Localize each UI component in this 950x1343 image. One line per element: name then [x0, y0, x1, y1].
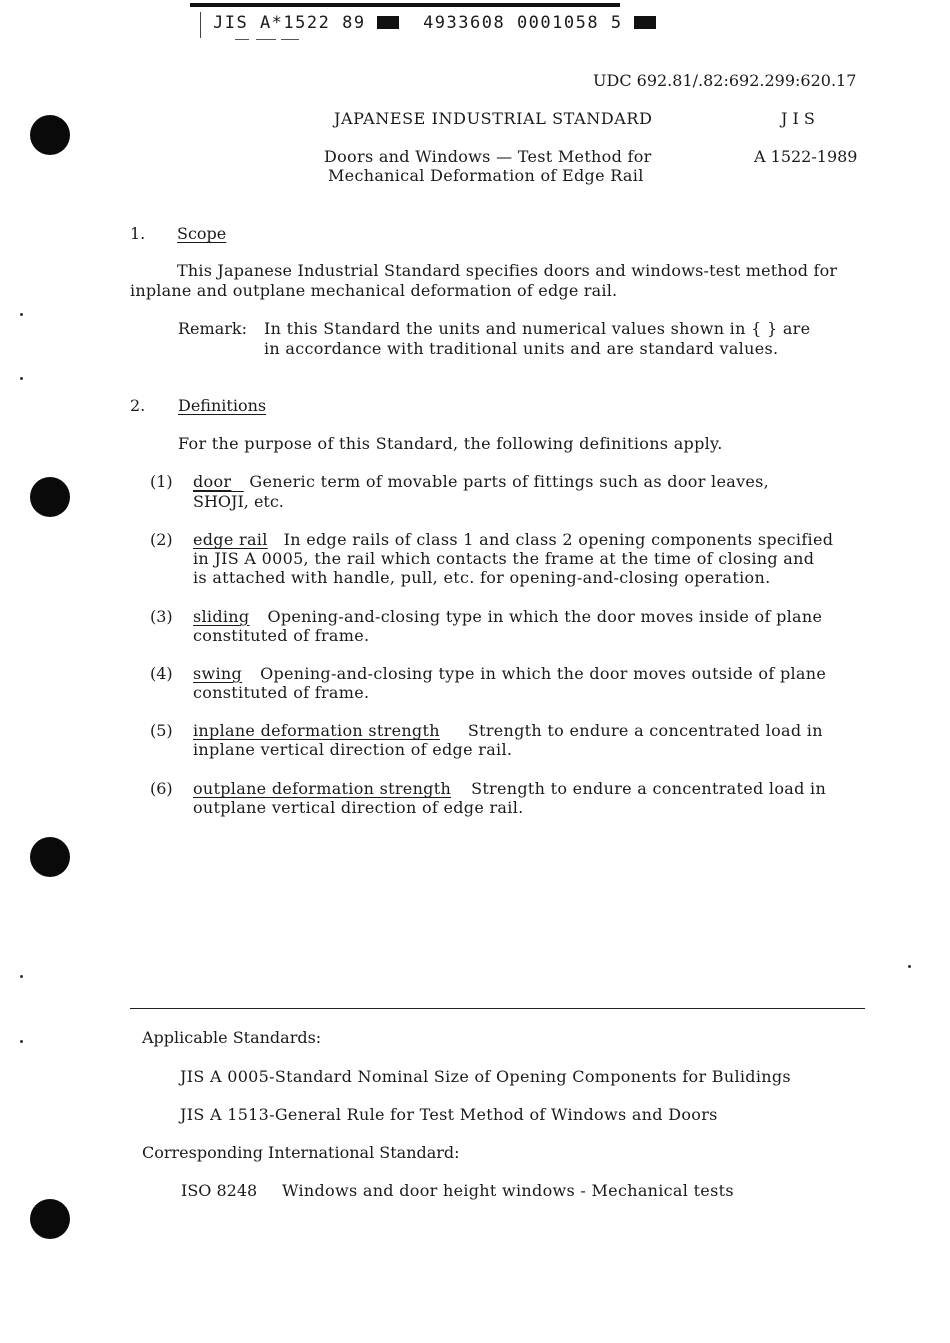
def-4-term: swing [193, 664, 243, 683]
definitions-intro: For the purpose of this Standard, the following definitions apply. [178, 434, 723, 453]
title-line-1: Doors and Windows — Test Method for [324, 147, 652, 166]
def-1-term: door [193, 472, 232, 491]
applicable-label: Applicable Standards: [142, 1028, 322, 1047]
def-1-line-2 [193, 492, 284, 512]
def-6-text: Strength to endure a concentrated load in [471, 779, 827, 798]
remark-line-2: in accordance with traditional units and are standard values. [264, 339, 779, 358]
scope-heading: Scope [177, 224, 227, 243]
def-4-text: Opening-and-closing type in which the door moves outside of plane [260, 664, 827, 683]
header-code-middle: 4933608 0001058 5 [423, 13, 623, 33]
def-3-term: sliding [193, 607, 250, 626]
def-2-line-1 [193, 530, 833, 550]
def-3-line-2: constituted of frame. [193, 626, 370, 645]
def-2-text-2: 0005, the rail which contacts the frame at the time of closing and [256, 549, 815, 568]
speck [20, 377, 23, 380]
udc-code: UDC 692.81/.82:692.299:620.17 [593, 71, 857, 90]
def-1-term-2: SHOJI [193, 492, 244, 511]
definitions-heading: Definitions [178, 396, 267, 415]
def-1-line-1 [193, 472, 769, 492]
standard-number: A 1522-1989 [754, 147, 858, 166]
speck [20, 975, 23, 978]
header-code-left: JIS A*1522 89 [213, 13, 366, 33]
def-4-number: (4) [150, 664, 173, 683]
speck [20, 1040, 23, 1043]
applicable-standard-2: JIS A 1513-General Rule for Test Method of Windows and Doors [180, 1105, 718, 1124]
def-5-number: (5) [150, 721, 173, 740]
header-code [213, 13, 656, 33]
def-1-text: Generic term of movable parts of fittings such as door leaves, [249, 472, 770, 491]
footer-rule [130, 1008, 865, 1009]
iso-title: Windows and door height windows - Mechanical tests [282, 1181, 734, 1200]
speck [908, 965, 911, 968]
def-5-line-2 [193, 740, 512, 760]
punch-hole [30, 1199, 70, 1239]
def-6-number: (6) [150, 779, 173, 798]
jis-mark: J I S [781, 109, 815, 128]
remark-label: Remark: [178, 319, 247, 338]
def-3-text: Opening-and-closing type in which the door moves inside of plane [267, 607, 823, 626]
def-3-number: (3) [150, 607, 173, 626]
scope-line-2: inplane and outplane mechanical deformation of edge rail. [130, 281, 618, 300]
def-6-line-1 [193, 779, 826, 799]
def-2-text: In edge rails of class 1 and class 2 opening components specified [283, 530, 834, 549]
def-5-text-2: edge rail. [426, 740, 513, 759]
standard-org: JAPANESE INDUSTRIAL STANDARD [334, 109, 653, 128]
dash-mark [256, 39, 276, 40]
def-5-text: Strength to endure a concentrated load in [467, 721, 823, 740]
dash-mark [281, 39, 299, 40]
def-2-line-2 [193, 549, 814, 569]
def-6-cont: outplane vertical direction of [193, 798, 439, 817]
def-6-text-2: edge rail. [438, 798, 524, 817]
title-line-2: Mechanical Deformation of Edge Rail [328, 166, 644, 185]
remark-line-1: In this Standard the units and numerical values shown in { } are [264, 319, 811, 338]
def-1-text-2: , etc. [243, 492, 284, 511]
definitions-number: 2. [130, 396, 146, 415]
def-5-line-1 [193, 721, 823, 741]
punch-hole [30, 115, 70, 155]
iso-number: ISO 8248 [181, 1181, 258, 1200]
def-4-line-1 [193, 664, 826, 684]
def-6-line-2 [193, 798, 524, 818]
dash-mark [235, 39, 249, 40]
vertical-tick [200, 12, 201, 38]
def-4-line-2: constituted of frame. [193, 683, 370, 702]
def-2-ref: in JIS A [193, 549, 257, 568]
corresponding-label: Corresponding International Standard: [142, 1143, 460, 1162]
def-3-line-1 [193, 607, 822, 627]
code-block-icon [377, 16, 399, 29]
def-5-cont: inplane vertical direction of [193, 740, 427, 759]
speck [20, 313, 23, 316]
top-rule [190, 3, 620, 7]
def-1-number: (1) [150, 472, 173, 491]
scope-number: 1. [130, 224, 146, 243]
punch-hole [30, 477, 70, 517]
def-6-term: outplane deformation strength [193, 779, 452, 798]
def-2-term: edge rail [193, 530, 268, 549]
def-2-number: (2) [150, 530, 173, 549]
code-block-icon [634, 16, 656, 29]
def-2-line-3: is attached with handle, pull, etc. for opening-and-closing operation. [193, 568, 771, 587]
scope-line-1: This Japanese Industrial Standard specifies doors and windows-test method for [177, 261, 838, 280]
applicable-standard-1: JIS A 0005-Standard Nominal Size of Opening Components for Bulidings [180, 1067, 791, 1086]
def-5-term: inplane deformation strength [193, 721, 440, 740]
punch-hole [30, 837, 70, 877]
